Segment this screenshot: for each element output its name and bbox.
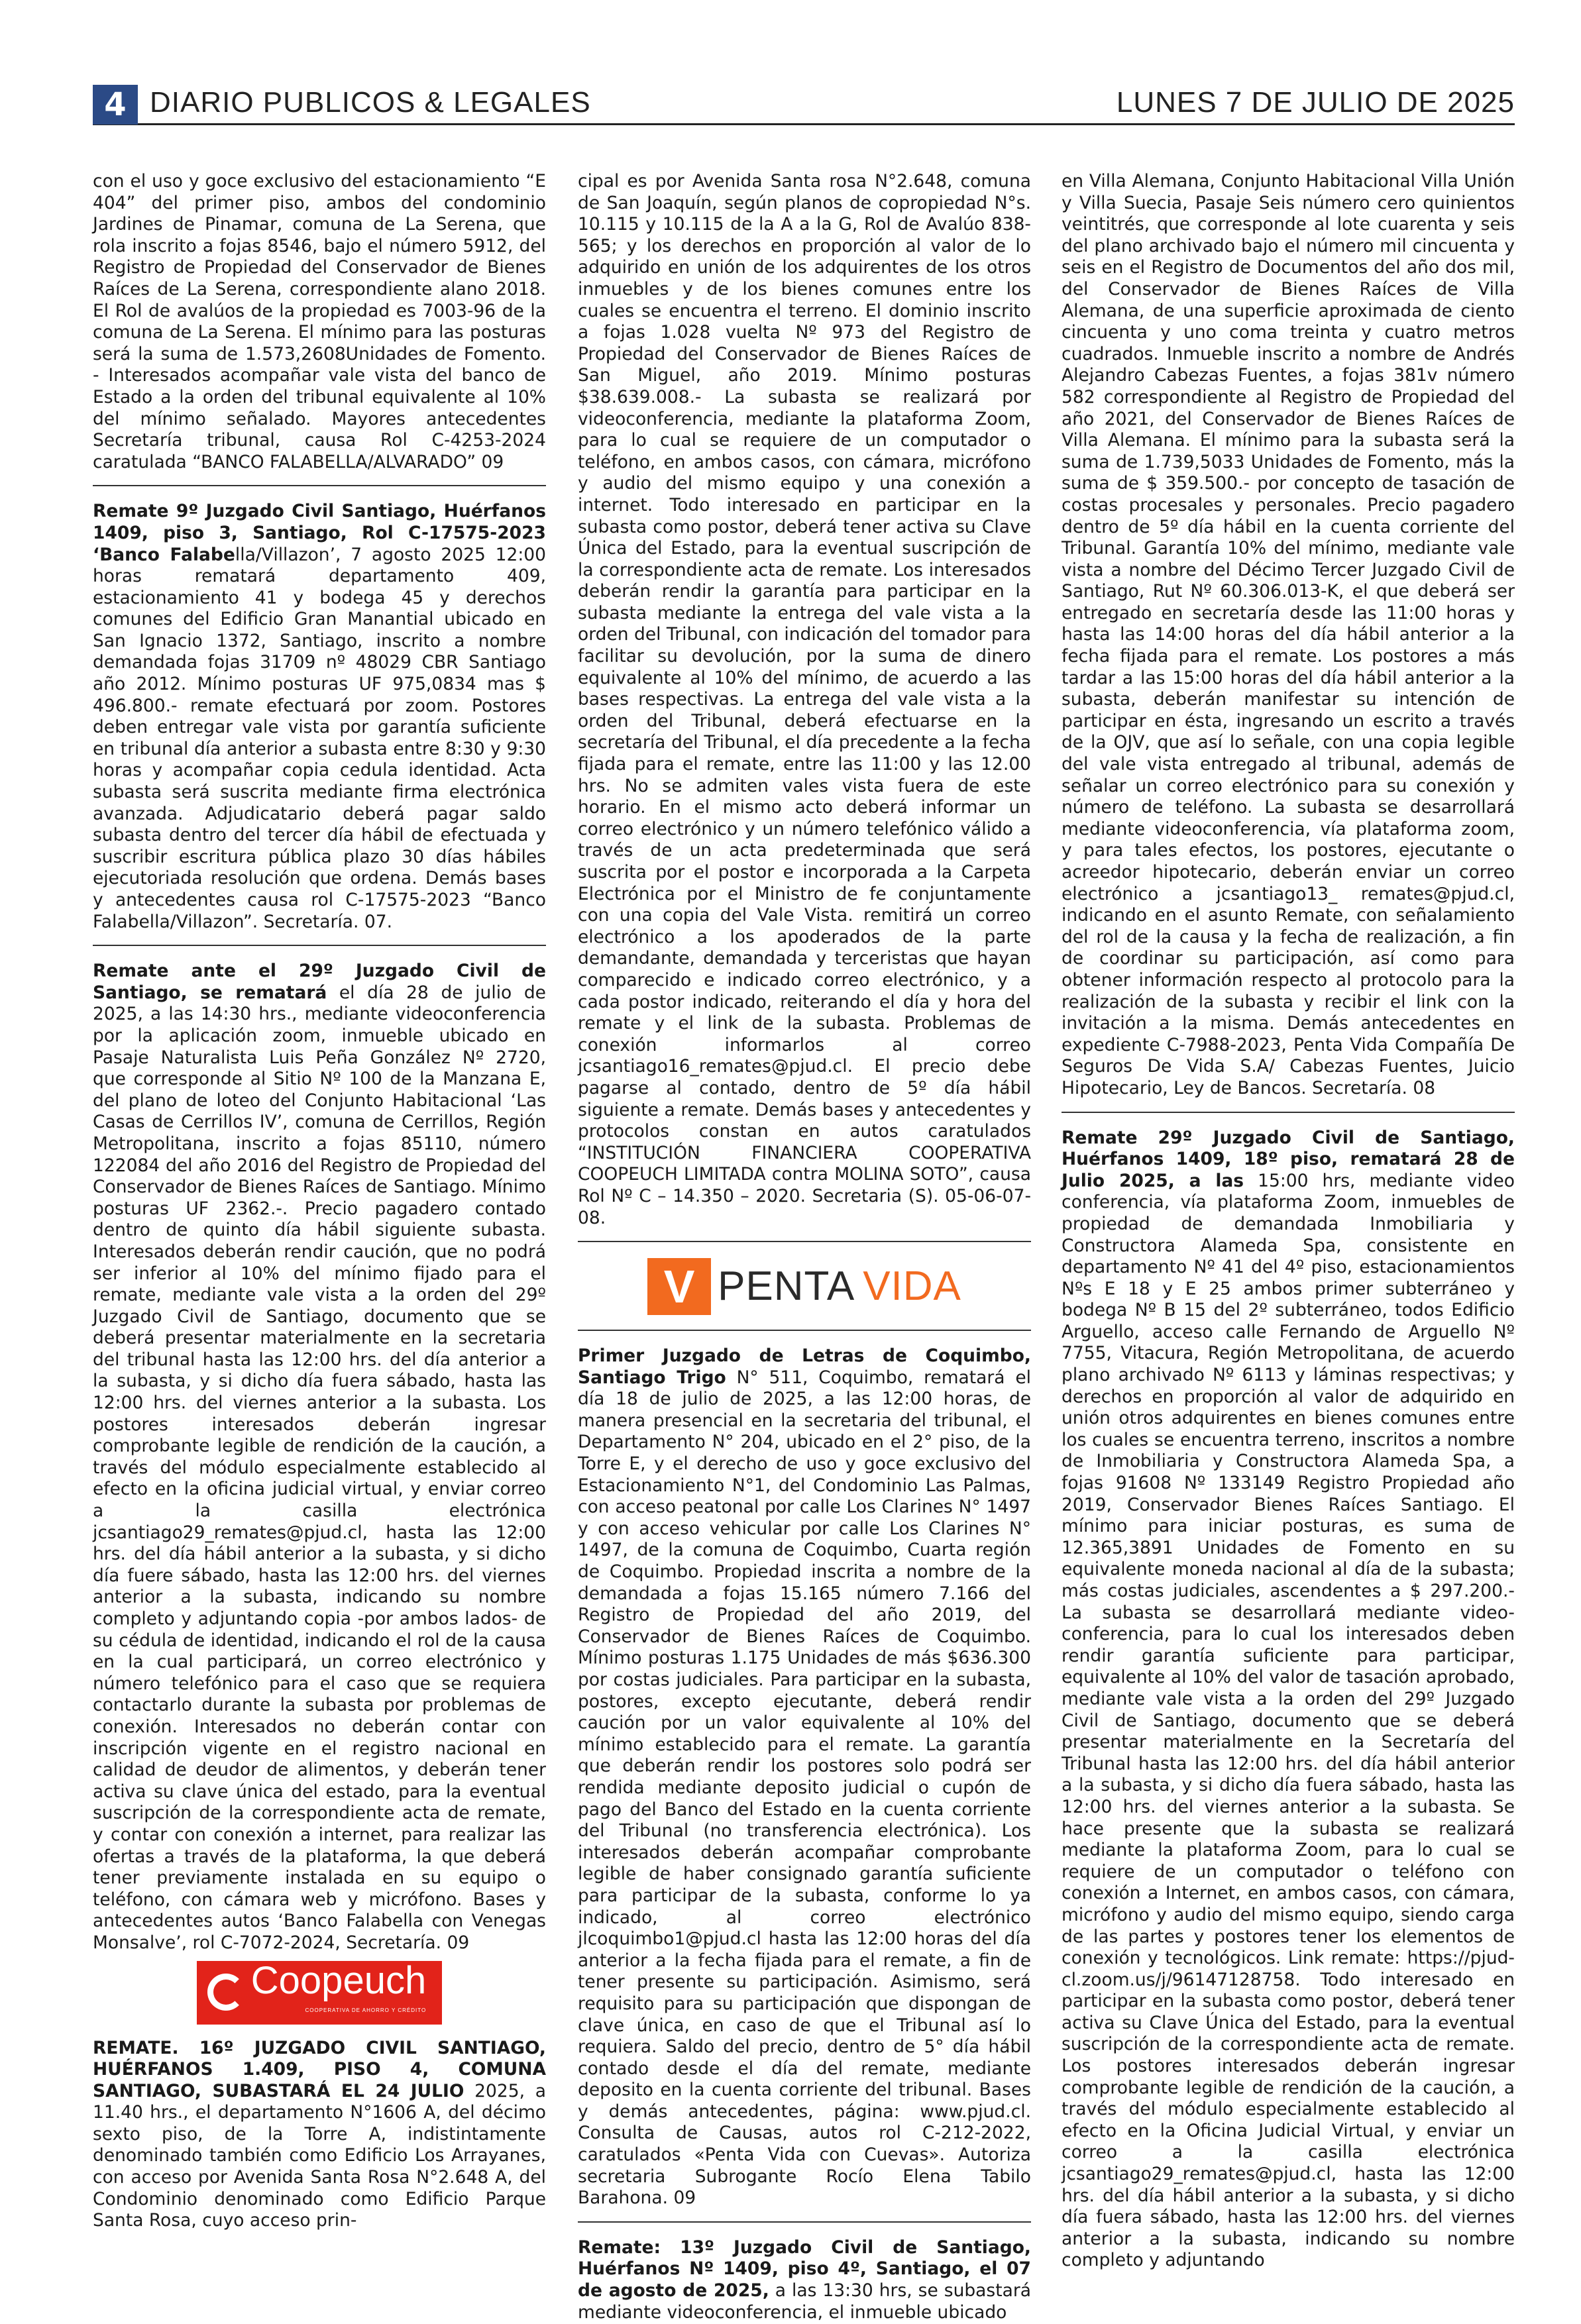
notice-text: 15:00 hrs, mediante video conferencia, vía plataforma Zoom, inmuebles de propiedad de demandada Inmobiliaria y Constructora Alameda Spa, consistente en departamento Nº 41 del 4º piso, estacionamientos Nºs E 18 y E 25 ambos primer subterráneo y bodega Nº B 15 del 2º subterráneo, todos Edificio Arguello, acceso calle Fernando de Arguello Nº 7755, Vitacura, Región Metropolitana, de acuerdo plano archivado Nº 6113 y láminas respectivas; y derechos en proporción al valor de adquirido en unión otros adquirentes en bienes comunes entre los cuales se encuentra terreno, inscritos a nombre de Inmobiliaria y Constructora Alameda Spa, a fojas 91608 Nº 133149 Registro Propiedad año 2019, Conservador Bienes Raíces Santiago. El mínimo para iniciar posturas, es suma de 12.365,3891 Unidades de Fomento en su equivalente moneda nacional al día de la subasta; más costas judiciales, ascendentes a $ 297.200.- La subasta se desarrollará mediante video-conferencia, para lo cual los interesados deben rendir garantía suficiente para participar, equivalente al 10% del valor de tasación aprobado, mediante vale vista a la orden del 29º Juzgado Civil de Santiago, documento que se deberá presentar materialmente en la Secretaría del Tribunal hasta las 12:00 hrs. del día hábil anterior a la subasta, y si dicho día fuera sábado, hasta las 12:00 hrs. del viernes anterior a la subasta. Se hace presente que la subasta se realizará mediante la plataforma Zoom, para lo cual se requiere de un computador o teléfono con conexión a Internet, en ambos casos, con cámara, micrófono y audio del mismo equipo, siendo carga de las partes y postores tener los elementos de conexión y tecnológicos. Link remate: https://pjud-cl.zoom.us/j/96147128758. Todo interesado en participar en la subasta como postor, deberá tener activa su Clave Única del Estado, para la eventual suscripción de la correspondiente acta de remate. Los postores interesados deberán ingresar comprobante legible de rendición de la caución, a través del módulo especialmente establecido al efecto en la Oficina Judicial Virtual, y enviar un correo a la casilla electrónica jcsantiago29_remates@pjud.cl, hasta las 12:00 hrs. del día hábil anterior a la subasta, y si dicho día fuera sábado, hasta las 12:00 hrs. del viernes anterior a la subasta, indicando su nombre completo y adjuntando: [1062, 1170, 1515, 2271]
notice-heading: Primer Juzgado de Letras de Coquimbo, Santiago Trigo: [578, 1346, 1031, 1388]
coopeuch-logo: [93, 1961, 546, 2025]
notice-text: N° 511, Coquimbo, rematará el día 18 de julio de 2025, a las 12:00 horas, de manera presencial en la secretaria del tribunal, el Departamento N° 204, ubicado en el 2° piso, de la Torre E, y el derecho de uso y goce exclusivo del Estacionamiento N°1, del Condominio Las Palmas, con acceso peatonal por calle Los Clarines N° 1497 y con acceso vehicular por calle Los Clarines N° 1497, de la comuna de Coquimbo, Cuarta región de Coquimbo. Propiedad inscrita a nombre de la demandada a fojas 15.165 número 7.166 del Registro de Propiedad del año 2019, del Conservador de Bienes Raíces de Coquimbo. Mínimo posturas 1.175 Unidades de más $636.300 por costas judiciales. Para participar en la subasta, postores, excepto ejecutante, deberá rendir caución por un valor equivalente al 10% del mínimo establecido para el remate. La garantía que deberán rendir los postores solo podrá ser rendida mediante deposito judicial o cupón de pago del Banco del Estado en la cuenta corriente del Tribunal (no transferencia electrónica). Los interesados deberán acompañar comprobante legible de haber consignado garantía suficiente para participar de la subasta, conforme lo ya indicado, al correo electrónico jlcoquimbo1@pjud.cl hasta las 12:00 horas del día anterior a la fecha fijada para el remate, a fin de tener presente su participación. Asimismo, será requisito para su participación que dispongan de clave única, en caso de que el Tribunal así lo requiera. Saldo del precio, dentro de 5° día hábil contado desde el día del remate, mediante deposito en la cuenta corriente del tribunal. Bases y demás antecedentes, página: www.pjud.cl. Consulta de Causas, autos rol C-212-2022, caratulados «Penta Vida con Cuevas». Autoriza secretaria Subrogante Rocío Elena Tabilo Barahona. 09: [578, 1367, 1031, 2209]
column-2: [578, 171, 1031, 2323]
notice-divider: [93, 945, 546, 946]
notice-divider: [93, 485, 546, 486]
notice-heading: Remate ante el 29º Juzgado Civil de Santiago, se rematará: [93, 961, 546, 1003]
issue-date: LUNES 7 DE JULIO DE 2025: [1116, 86, 1515, 119]
notice-coquimbo: [578, 1346, 1031, 2209]
notice-banco-falabella-villazon: [93, 501, 546, 933]
notice-heading: Remate 9º Juzgado Civil Santiago, Huérfanos 1409, piso 3, Santiago, Rol C-17575-2023 ‘Banco Falabe: [93, 501, 546, 565]
notice-13-juzgado-santiago: [578, 2237, 1031, 2323]
vida-wordmark: VIDA: [863, 1263, 961, 1309]
page-header: [93, 85, 1515, 125]
notice-heading: REMATE. 16º JUZGADO CIVIL SANTIAGO, HUÉRFANOS 1.409, PISO 4, COMUNA SANTIAGO, SUBASTARÁ EL 24 JULIO: [93, 2037, 546, 2101]
coopeuch-badge: [197, 1961, 442, 2025]
notice-text: 2025, a 11.40 hrs., el departamento N°1606 A, del décimo sexto piso, de la Torre A, indistintamente denominado también como Edificio Los Arrayanes, con acceso por Avenida Santa Rosa N°2.648 A, del Condominio denominado como Edificio Parque Santa Rosa, cuyo acceso prin-: [93, 2080, 546, 2231]
penta-v-icon: V: [647, 1258, 711, 1315]
notice-29-juzgado-cerrillos: [93, 961, 546, 1954]
notice-text: el día 28 de julio de 2025, a las 14:30 hrs., mediante videoconferencia por la aplicación zoom, inmueble ubicado en Pasaje Naturalista Luis Peña González Nº 2720, que corresponde al Sitio Nº 100 de la Manzana E, del plano de loteo del Conjunto Habitacional ‘Las Casas de Cerrillos IV’, comuna de Cerrillos, Región Metropolitana, inscrito a fojas 85110, número 122084 del año 2016 del Registro de Propiedad del Conservador de Bienes Raíces de Santiago. Mínimo posturas UF 2362.-. Precio pagadero contado dentro de quinto día hábil siguiente subasta. Interesados deberán rendir caución, que no podrá ser inferior al 10% del mínimo fijado para el remate, mediante vale vista a la orden del 29º Juzgado Civil de Santiago, documento que se deberá presentar materialmente en la secretaria del tribunal hasta las 12:00 hrs. del día anterior a la subasta, y si dicho día fuera sábado, hasta las 12:00 hrs. del viernes anterior a la subasta. Los postores interesados deberán ingresar comprobante legible de rendición de la caución, a través del módulo especialmente establecido al efecto en la oficina judicial virtual, y enviar correo a la casilla electrónica jcsantiago29_remates@pjud.cl, hasta las 12:00 hrs. del día hábil anterior a la subasta, y si dicho día fuere sábado, hasta las 12:00 hrs. del viernes anterior a la subasta, indicando su nombre completo y adjuntando copia -por ambos lados- de su cédula de identidad, indicando el rol de la causa en la cual participará, un correo electrónico y número telefónico para el caso que se requiera contactarlo durante la subasta por problemas de conexión. Interesados no deberán contar con inscripción vigente en el registro nacional en calidad de deudor de alimentos, y deberán tener activa su clave única del estado, para la eventual suscripción de la correspondiente acta de remate, y contar con conexión a internet, para realizar las ofertas a través de la plataforma, la que deberá tener previamente instalada en su equipo o teléfono, con cámara web y micrófono. Bases y antecedentes autos ‘Banco Falabella con Venegas Monsalve’, rol C-7072-2024, Secretaría. 09: [93, 982, 546, 1953]
notice-divider: [1062, 1112, 1515, 1113]
column-3: [1062, 171, 1515, 2298]
notice-text: cipal es por Avenida Santa rosa N°2.648, comuna de San Joaquín, según planos de copropiedad N°s. 10.115 y 10.115 de la A a la G, Rol de Avalúo 838-565; y los derechos en proporción al valor de lo adquirido en unión de los adquirentes de los otros inmuebles y de los bienes comunes entre los cuales se encuentra el terreno. El dominio inscrito a fojas 1.028 vuelta Nº 973 del Registro de Propiedad del Conservador de Bienes Raíces de San Miguel, año 2019. Mínimo posturas $38.639.008.- La subasta se realizará por videoconferencia, mediante la plataforma Zoom, para lo cual se requiere de un computador o teléfono, en ambos casos, con cámara, micrófono y audio del mismo equipo y una conexión a internet. Todo interesado en participar en la subasta como postor, deberá tener activa su Clave Única del Estado, para la eventual suscripción de la correspondiente acta de remate. Los interesados deberán rendir la garantía para participar en la subasta mediante la entrega del vale vista a la orden del Tribunal, con indicación del tomador para facilitar su devolución, por la suma de dinero equivalente al 10% del mínimo, de acuerdo a las bases respectivas. La entrega del vale vista a la orden del Tribunal, deberá efectuarse en la secretaría del Tribunal, el día precedente a la fecha fijada para el remate, entre las 11:00 y las 12.00 hrs. No se admiten vales vista fuera de este horario. En el mismo acto deberá informar un correo electrónico y un número telefónico válido a través de un acta predeterminada que será suscrita por el postor e incorporada a la Carpeta Electrónica por el Ministro de fe conjuntamente con una copia del Vale Vista. remitirá un correo electrónico a los apoderados de la parte demandante, demandada y terceristas que hayan comparecido e indicado correo electrónico, y a cada postor indicado, reiterando el día y hora del remate y el link de la subasta. Problemas de conexión informarlos al correo jcsantiago16_remates@pjud.cl. El precio debe pagarse al contado, dentro de 5º día hábil siguiente a remate. Demás bases y antecedentes y protocolos constan en autos caratulados “INSTITUCIÓN FINANCIERA COOPERATIVA COOPEUCH LIMITADA contra MOLINA SOTO”, causa Rol Nº C – 14.350 – 2020. Secretaria (S). 05-06-07-08.: [578, 171, 1031, 1228]
notice-text: en Villa Alemana, Conjunto Habitacional Villa Unión y Villa Suecia, Pasaje Seis número cero quinientos veintitrés, que corresponde al lote cuarenta y seis del plano archivado bajo el número mil cincuenta y seis en el Registro de Documentos del año dos mil, del Conservador de Bienes Raíces de Villa Alemana, de una superficie aproximada de ciento cincuenta y uno coma treinta y cuatro metros cuadrados. Inmueble inscrito a nombre de Andrés Alejandro Cabezas Fuentes, a fojas 381v número 582 correspondiente al Registro de Propiedad del año 2021, del Conservador de Bienes Raíces de Villa Alemana. El mínimo para la subasta será la suma de 1.739,5033 Unidades de Fomento, más la suma de $ 359.500.- por concepto de tasación de costas procesales y personales. Precio pagadero dentro de 5º día hábil en la cuenta corriente del Tribunal. Garantía 10% del mínimo, mediante vale vista a nombre del Décimo Tercer Juzgado Civil de Santiago, Rut Nº 60.306.013-K, el que deberá ser entregado en secretaría desde las 11:00 horas y hasta las 14:00 horas del día hábil anterior a la fecha fijada para el remate. Los postores a más tardar a las 15:00 horas del día hábil anterior a la subasta, deberán manifestar su intención de participar en ésta, ingresando un escrito a través de la OJV, que así lo señale, con una copia legible del vale vista entregado al tribunal, además de señalar un correo electrónico para su conexión y número de teléfono. La subasta se desarrollará mediante videoconferencia, vía plataforma zoom, y para tales efectos, los postores, ejecutante o acreedor hipotecario, deberán enviar un correo electrónico a jcsantiago13_ remates@pjud.cl, indicando en el asunto Remate, con señalamiento del rol de la causa y la fecha de realización, a fin de coordinar su participación, así como para obtener información respecto al protocolo para la realización de la subasta y recibir el link con la invitación a la misma. Demás antecedentes en expediente C-7988-2023, Penta Vida Compañía De Seguros De Vida S.A/ Cabezas Fuentes, Juicio Hipotecario, Ley de Bancos. Secretaría. 08: [1062, 171, 1515, 1098]
penta-wordmark: PENTA: [718, 1263, 855, 1309]
notice-continuation: [1062, 171, 1515, 1100]
notice-heading: Remate: 13º Juzgado Civil de Santiago, Huérfanos Nº 1409, piso 4º, Santiago, el 07 de agosto de 2025,: [578, 2237, 1031, 2301]
publication-title: DIARIO PUBLICOS & LEGALES: [150, 86, 591, 119]
notice-continuation: [578, 171, 1031, 1229]
column-1: [93, 171, 546, 2298]
notice-continuation: [93, 171, 546, 473]
coopeuch-wordmark: Coopeuch: [250, 1959, 427, 2003]
notice-text: a las 13:30 hrs, se subastará mediante videoconferencia, el inmueble ubicado: [578, 2280, 1031, 2323]
penta-vida-logo: [578, 1257, 1031, 1316]
notice-29-juzgado-vitacura: [1062, 1128, 1515, 2272]
notice-divider: [578, 1330, 1031, 1331]
notice-16-juzgado-santiago: [93, 2038, 546, 2232]
notice-text: con el uso y goce exclusivo del estacionamiento “E 404” del primer piso, ambos del condominio Jardines de Pinamar, comuna de La Serena, que rola inscrito a fojas 8546, bajo el número 5912, del Registro de Propiedad del Conservador de Bienes Raíces de La Serena, correspondiente alano 2018. El Rol de avalúos de la propiedad es 7003-96 de la comuna de La Serena. El mínimo para las posturas será la suma de 1.573,2608Unidades de Fomento. - Interesados acompañar vale vista del banco de Estado a la orden del tribunal equivalente al 10% del mínimo señalado. Mayores antecedentes Secretaría tribunal, causa Rol C-4253-2024 caratulada “BANCO FALABELLA/ALVARADO” 09: [93, 171, 546, 472]
notice-heading: Remate 29º Juzgado Civil de Santiago, Huérfanos 1409, 18º piso, rematará 28 de Julio 2025, a las: [1062, 1127, 1515, 1191]
notice-text: lla/Villazon’, 7 agosto 2025 12:00 horas rematará departamento 409, estacionamiento 41 y bodega 45 y derechos comunes del Edificio Gran Manantial ubicado en San Ignacio 1372, Santiago, inscrito a nombre demandada fojas 31709 nº 48029 CBR Santiago año 2012. Mínimo posturas UF 975,0834 mas $ 496.800.- remate efectuará por zoom. Postores deben entregar vale vista por garantía suficiente en tribunal día anterior a subasta entre 8:30 y 9:30 horas y acompañar copia cedula identidad. Acta subasta será suscrita mediante firma electrónica avanzada. Adjudicatario deberá pagar saldo subasta dentro del tercer día hábil de efectuada y suscribir escritura pública plazo 30 días hábiles ejecutoriada resolución que ordena. Demás bases y antecedentes causa rol C-17575-2023 “Banco Falabella/Villazon”. Secretaría. 07.: [93, 544, 547, 932]
coopeuch-c-icon: [207, 1974, 245, 2011]
notice-divider: [578, 1241, 1031, 1242]
page-number: 4: [93, 85, 138, 125]
notice-divider: [578, 2221, 1031, 2223]
coopeuch-tagline: COOPERATIVA DE AHORRO Y CRÉDITO: [305, 2007, 427, 2014]
